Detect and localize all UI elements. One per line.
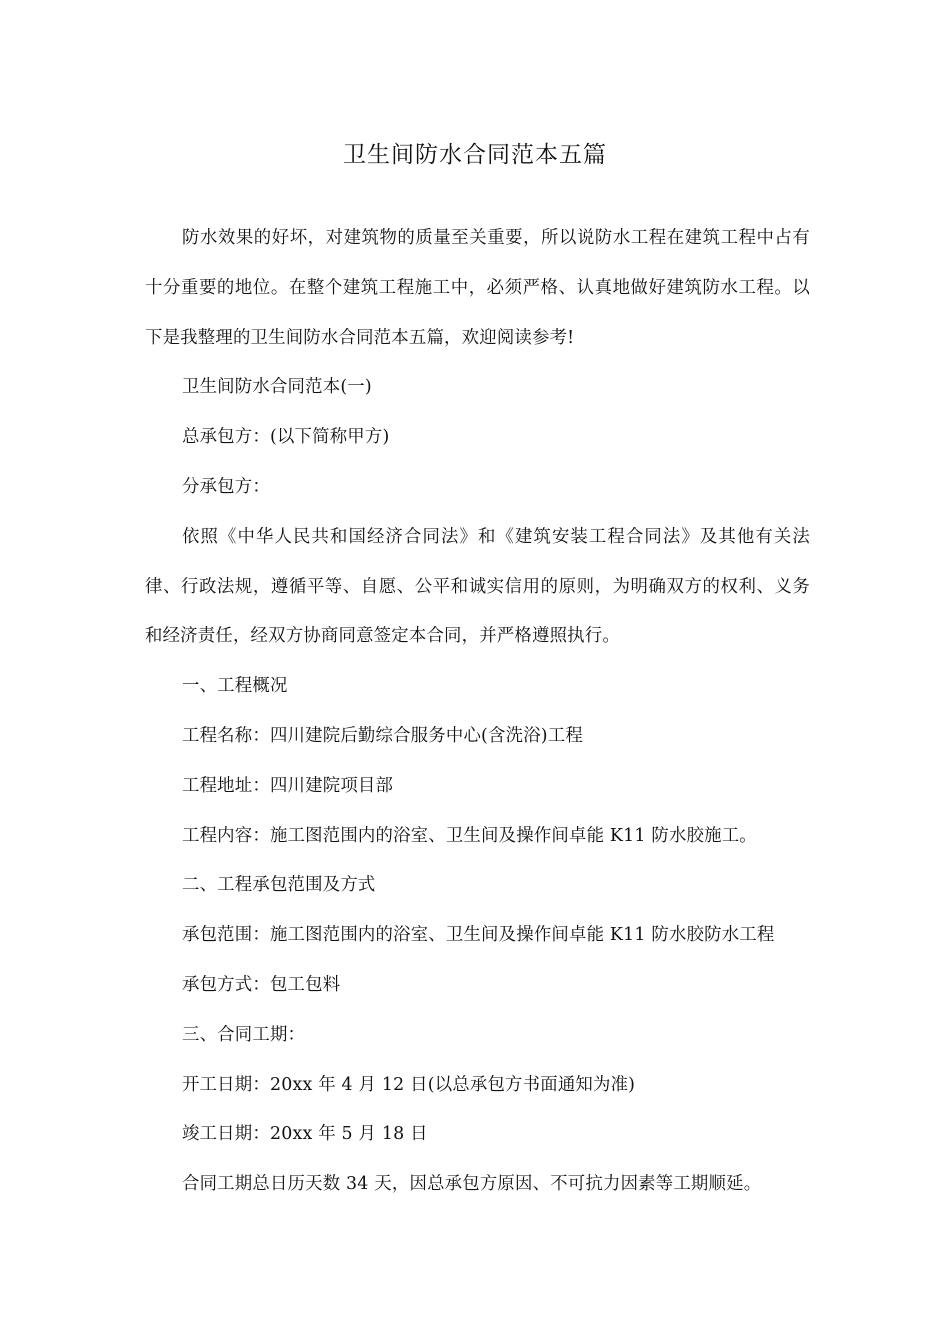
paragraph-method: 承包方式：包工包料 [182, 974, 341, 995]
paragraph-general-contractor: 总承包方：(以下简称甲方) [182, 427, 390, 448]
paragraph-subcontractor: 分承包方： [182, 476, 270, 497]
paragraph-project-content: 工程内容：施工图范围内的浴室、卫生间及操作间卓能 K11 防水胶施工。 [182, 825, 757, 846]
paragraph-scope: 承包范围：施工图范围内的浴室、卫生间及操作间卓能 K11 防水胶防水工程 [182, 925, 775, 946]
section-heading-scope: 二、工程承包范围及方式 [182, 875, 376, 896]
paragraph-end-date: 竣工日期：20xx 年 5 月 18 日 [182, 1124, 428, 1145]
paragraph-intro: 防水效果的好坏，对建筑物的质量至关重要，所以说防水工程在建筑工程中占有十分重要的地位。在整个建筑工程施工中，必须严格、认真地做好建筑防水工程。以下是我整理的卫生间防水合同范本五篇，欢迎阅读参考! [145, 228, 810, 348]
paragraph-start-date: 开工日期：20xx 年 4 月 12 日(以总承包方书面通知为准) [182, 1074, 636, 1095]
section-heading-project-overview: 一、工程概况 [182, 676, 288, 697]
document-title: 卫生间防水合同范本五篇 [343, 142, 607, 168]
section-heading-duration: 三、合同工期： [182, 1024, 306, 1045]
document-body [145, 214, 810, 1210]
paragraph-project-address: 工程地址：四川建院项目部 [182, 775, 394, 796]
paragraph-total-days: 合同工期总日历天数 34 天，因总承包方原因、不可抗力因素等工期顺延。 [182, 1174, 762, 1195]
paragraph-contract-heading: 卫生间防水合同范本(一) [182, 377, 372, 398]
paragraph-project-name: 工程名称：四川建院后勤综合服务中心(含洗浴)工程 [182, 725, 583, 746]
paragraph-legal-basis: 依照《中华人民共和国经济合同法》和《建筑安装工程合同法》及其他有关法律、行政法规，遵循平等、自愿、公平和诚实信用的原则，为明确双方的权利、义务和经济责任，经双方协商同意签定本合同，并严格遵照执行。 [145, 526, 810, 647]
